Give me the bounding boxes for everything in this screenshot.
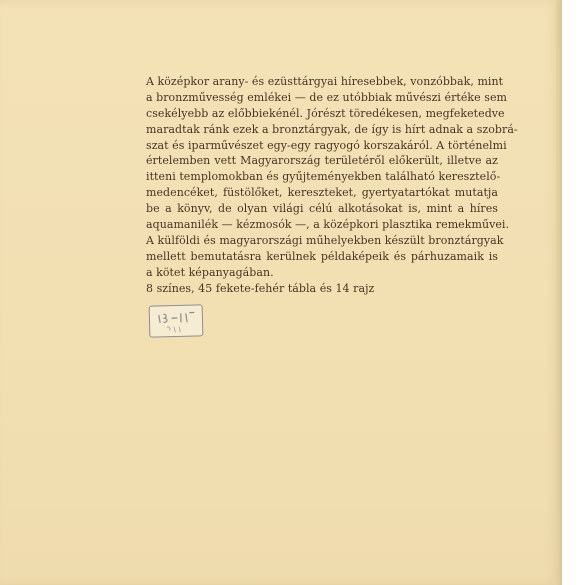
blurb-line: a kötet képanyagában. [146, 265, 274, 279]
blurb-line: aquamanilék — kézmosók —, a középkori plasztika remekművei. [146, 218, 510, 232]
blurb-line: maradtak ránk ezek a bronztárgyak, de így is hírt adnak a szobrá- [146, 122, 518, 136]
blurb-line: szat és iparművészet egy-egy ragyogó korszakáról. A történelmi [146, 138, 507, 152]
blurb-line: csekélyebb az előbbiekénél. Jórészt töredékesen, megfeketedve [146, 106, 505, 120]
handwritten-price-mark [150, 305, 205, 338]
blurb-line: medencéket, füstölőket, kereszteket, gyertyatartókat mutatja [146, 186, 498, 200]
blurb-line: A külföldi és magyarországi műhelyekben készült bronztárgyak [146, 233, 504, 247]
blurb-line: A középkor arany- és ezüsttárgyai híresebbek, vonzóbbak, mint [146, 75, 504, 88]
cover-edge [556, 0, 562, 585]
blurb-line: be a könyv, de olyan világi célú alkotásokat is, mint a híres [146, 202, 498, 216]
price-sticker [149, 304, 204, 337]
plate-count-line: 8 színes, 45 fekete-fehér tábla és 14 rajz [146, 281, 375, 295]
blurb-line: itteni templomokban és gyűjteményekben található keresztelő- [146, 170, 501, 184]
blurb-line: értelemben vett Magyarország területéről előkerült, illetve az [146, 154, 498, 168]
blurb-line: mellett bemutatásra kerülnek példaképeik és párhuzamaik is [146, 249, 498, 263]
cover-blurb [146, 74, 518, 296]
blurb-line: a bronzművesség emlékei — de ez utóbbiak művészi értéke sem [146, 90, 507, 104]
